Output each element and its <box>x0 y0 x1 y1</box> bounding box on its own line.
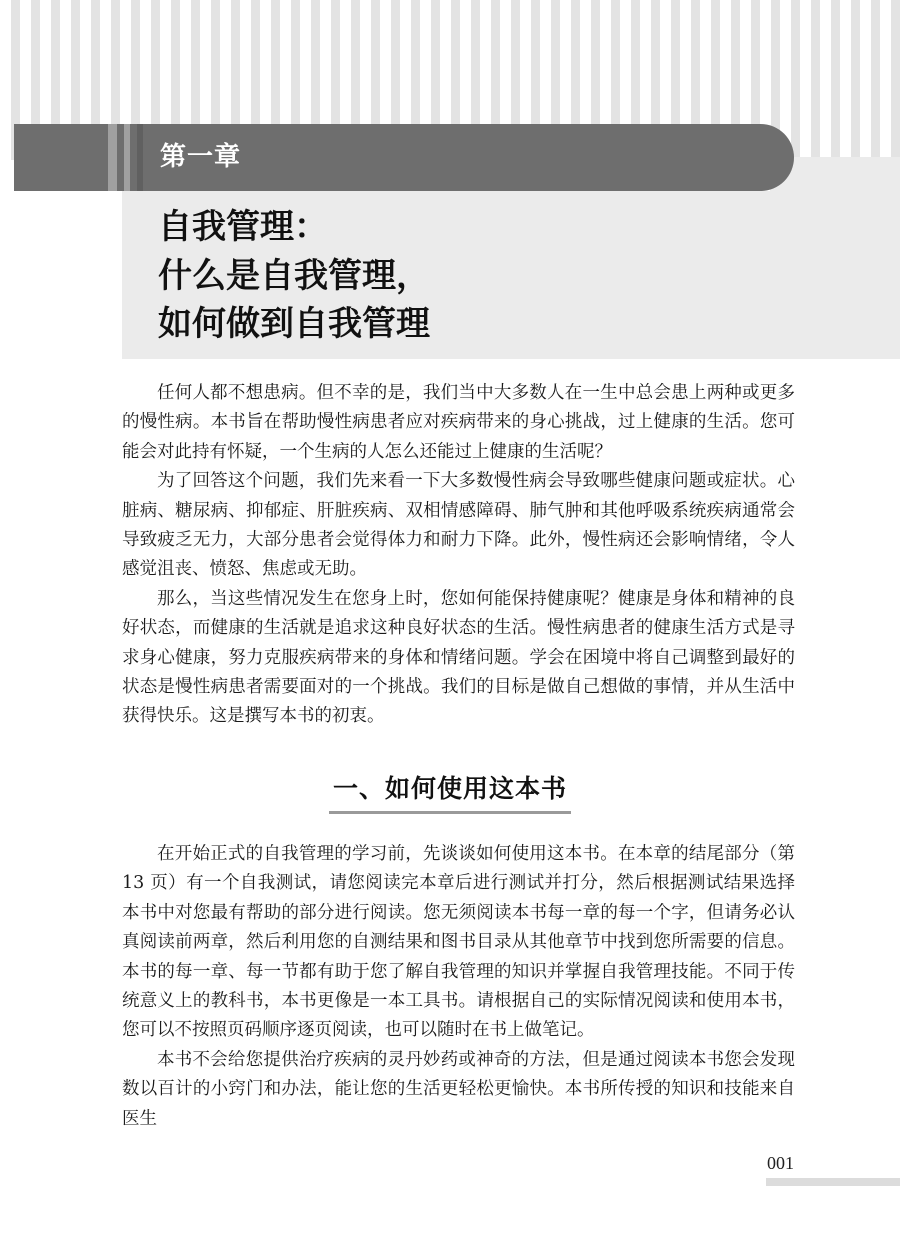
chapter-title-line-2: 什么是自我管理， <box>158 256 430 296</box>
band-stripe <box>108 124 117 191</box>
chapter-title-line-3: 如何做到自我管理 <box>158 304 430 344</box>
section-heading-container <box>0 772 900 814</box>
intro-paragraph-2: 为了回答这个问题，我们先来看一下大多数慢性病会导致哪些健康问题或症状。心脏病、糖尿病、抑郁症、肝脏疾病、双相情感障碍、肺气肿和其他呼吸系统疾病通常会导致疲乏无力，大部分患者会觉得体力和耐力下降。此外，慢性病还会影响情绪，令人感觉沮丧、愤怒、焦虑或无助。 <box>122 471 795 580</box>
band-stripe <box>137 124 143 191</box>
section-heading: 一、如何使用这本书 <box>329 772 571 814</box>
section-text <box>122 840 795 1134</box>
chapter-title-box <box>122 191 900 359</box>
chapter-band <box>14 124 794 191</box>
intro-paragraph-1: 任何人都不想患病。但不幸的是，我们当中大多数人在一生中总会患上两种或更多的慢性病。本书旨在帮助慢性病患者应对疾病带来的身心挑战，过上健康的生活。您可能会对此持有怀疑，一个生病的人怎么还能过上健康的生活呢？ <box>122 383 795 462</box>
section-paragraph-2: 本书不会给您提供治疗疾病的灵丹妙药或神奇的方法，但是通过阅读本书您会发现数以百计的小窍门和办法，能让您的生活更轻松更愉快。本书所传授的知识和技能来自医生 <box>122 1049 795 1129</box>
page-number: 001 <box>767 1153 794 1173</box>
intro-paragraph-3: 那么，当这些情况发生在您身上时，您如何能保持健康呢？健康是身体和精神的良好状态，而健康的生活就是追求这种良好状态的生活。慢性病患者的健康生活方式是寻求身心健康，努力克服疾病带来的身体和情绪问题。学会在困境中将自己调整到最好的状态是慢性病患者需要面对的一个挑战。我们的目标是做自己想做的事情，并从生活中获得快乐。这是撰写本书的初衷。 <box>122 588 795 727</box>
chapter-title-line-1: 自我管理： <box>158 207 328 247</box>
footer-band <box>766 1178 900 1186</box>
intro-text <box>122 379 795 732</box>
band-stripe <box>124 124 130 191</box>
section-paragraph-1: 在开始正式的自我管理的学习前，先谈谈如何使用这本书。在本章的结尾部分（第 13 页）有一个自我测试，请您阅读完本章后进行测试并打分，然后根据测试结果选择本书中对您最有帮助的部分进行阅读。您无须阅读本书每一章的每一个字，但请务必认真阅读前两章，然后利用您的自测结果和图书目录从其他章节中找到您所需要的信息。本书的每一章、每一节都有助于您了解自我管理的知识并掌握自我管理技能。不同于传统意义上的教科书，本书更像是一本工具书。请根据自己的实际情况阅读和使用本书，您可以不按照页码顺序逐页阅读，也可以随时在书上做笔记。 <box>122 844 795 1041</box>
chapter-label: 第一章 <box>160 142 242 172</box>
